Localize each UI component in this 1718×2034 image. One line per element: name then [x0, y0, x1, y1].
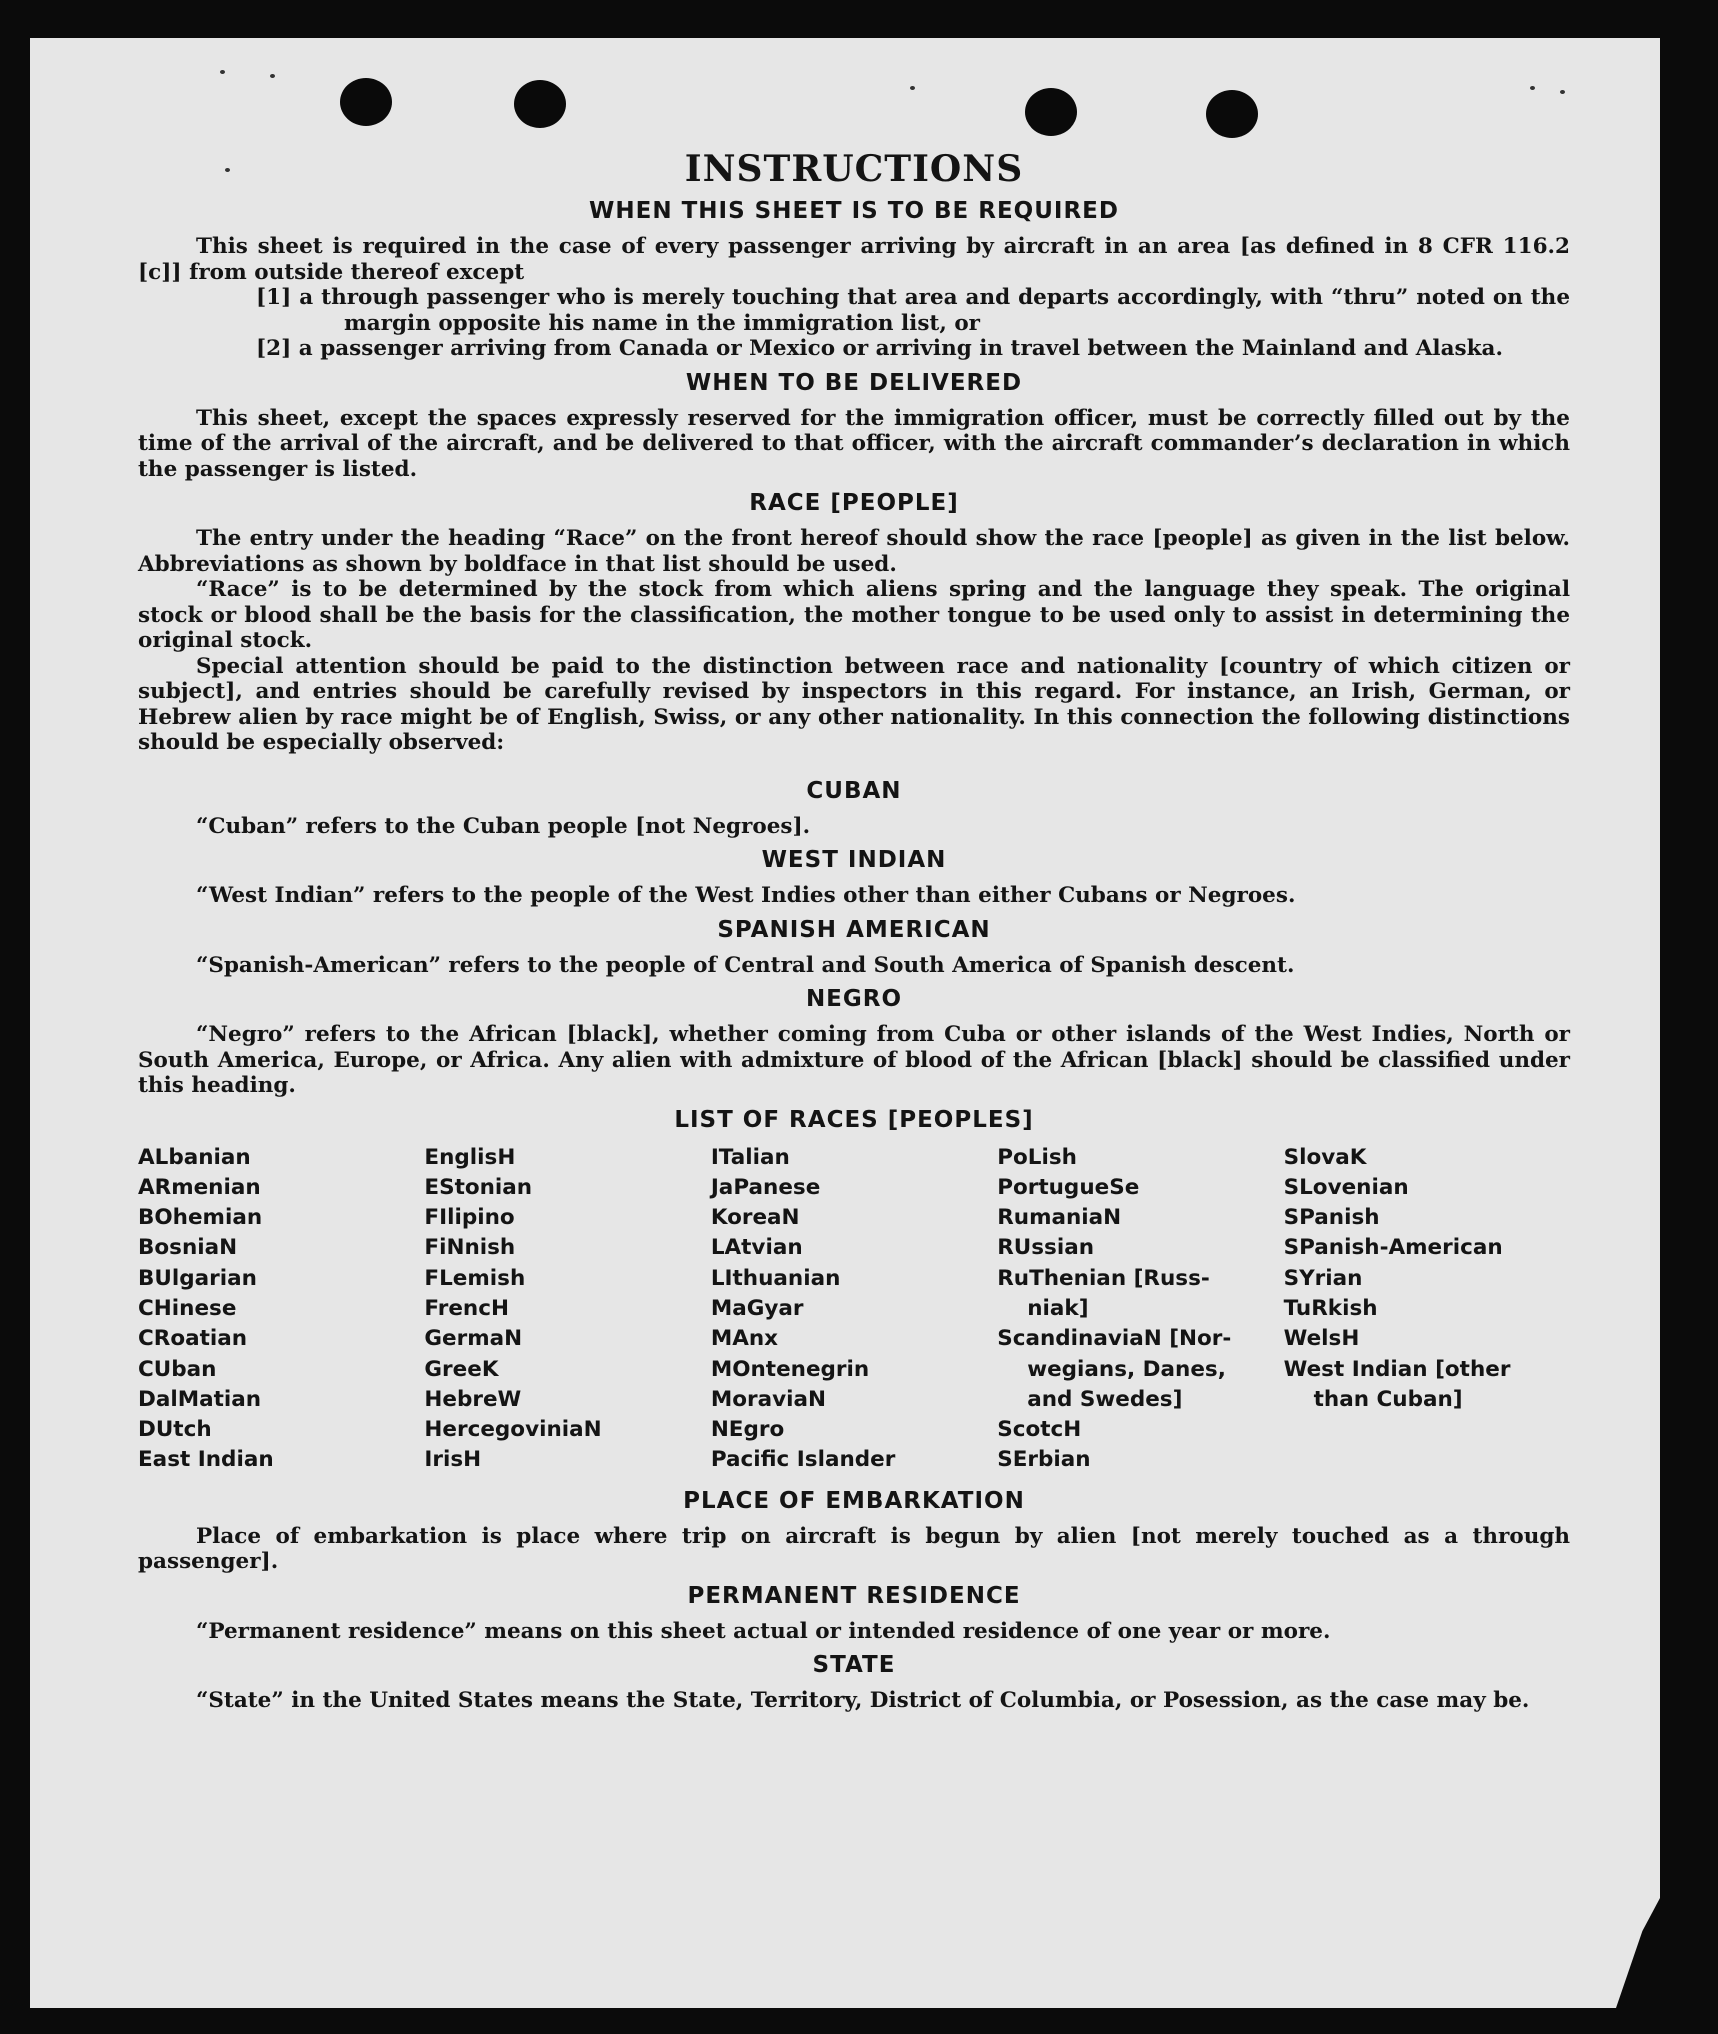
race-item: SErbian — [997, 1447, 1091, 1473]
race-item-continuation: niak] — [1027, 1295, 1089, 1321]
race-item: RUssian — [997, 1235, 1095, 1261]
paragraph-residence: “Permanent residence” means on this sheet actual or intended residence of one year or more. — [196, 1618, 1331, 1644]
race-item: East Indian — [138, 1447, 274, 1473]
races-list — [138, 1143, 1570, 1476]
race-item: SlovaK — [1283, 1144, 1367, 1170]
paragraph-race-1: The entry under the heading “Race” on the front hereof should show the race [people] as given in the list below. Abbreviations as shown by boldface in that list should be used. — [138, 526, 1570, 577]
race-item: IrisH — [424, 1447, 482, 1473]
heading-race: RACE [PEOPLE] — [749, 490, 959, 516]
paper-speck — [1560, 90, 1565, 94]
race-item: SLovenian — [1283, 1174, 1409, 1200]
race-item-continuation: wegians, Danes, — [1027, 1356, 1226, 1382]
race-item: KoreaN — [710, 1205, 800, 1231]
paragraph-state: “State” in the United States means the State, Territory, District of Columbia, or Posession, as the case may be. — [196, 1688, 1530, 1714]
heading-spanish-american: SPANISH AMERICAN — [717, 916, 991, 943]
race-item: CHinese — [138, 1295, 237, 1321]
race-item-continuation: than Cuban] — [1313, 1386, 1463, 1412]
race-item: CRoatian — [138, 1326, 248, 1352]
race-item: ScandinaviaN [Nor- — [997, 1326, 1232, 1352]
race-item: MOntenegrin — [710, 1356, 870, 1382]
race-item: FLemish — [424, 1265, 526, 1291]
race-item: HebreW — [424, 1386, 522, 1412]
race-item: FiNnish — [424, 1235, 516, 1261]
paragraph-when-required: This sheet is required in the case of every passenger arriving by aircraft in an area [as defined in 8 CFR 116.2 [c]] from outside thereof except — [138, 234, 1570, 285]
race-item: FIlipino — [424, 1205, 515, 1231]
race-item: DUtch — [138, 1417, 212, 1443]
race-item: Pacific Islander — [710, 1447, 896, 1473]
race-item: SPanish-American — [1283, 1235, 1503, 1261]
punch-hole — [1206, 90, 1258, 138]
race-item: RuThenian [Russ- — [997, 1265, 1210, 1291]
race-item: ARmenian — [138, 1174, 261, 1200]
paper-speck — [220, 70, 225, 74]
race-item: FrencH — [424, 1295, 509, 1321]
race-item: BosniaN — [138, 1235, 238, 1261]
punch-hole — [514, 80, 566, 128]
paragraph-negro: “Negro” refers to the African [black], whether coming from Cuba or other islands of the West Indies, North or South America, Europe, or Africa. Any alien with admixture of blood of the African [black] should be classified under this heading. — [138, 1022, 1570, 1098]
folded-corner — [1616, 1898, 1660, 2008]
race-item: SYrian — [1283, 1265, 1363, 1291]
paper-speck — [910, 86, 915, 90]
paragraph-embarkation: Place of embarkation is place where trip on aircraft is begun by alien [not merely touched as a through passenger]. — [138, 1523, 1570, 1575]
race-item: BOhemian — [138, 1205, 263, 1231]
race-item: ITalian — [710, 1144, 790, 1170]
race-item: SPanish — [1283, 1205, 1380, 1231]
race-item: GreeK — [424, 1356, 499, 1382]
heading-when-delivered: WHEN TO BE DELIVERED — [685, 369, 1023, 396]
paragraph-race-2: “Race” is to be determined by the stock from which aliens spring and the language they speak. The original stock or blood shall be the basis for the classification, the mother tongue to be used only to assist in determining the original stock. — [138, 577, 1570, 653]
race-item: GermaN — [424, 1326, 523, 1352]
heading-cuban: CUBAN — [806, 777, 902, 804]
races-column-4 — [997, 1143, 1283, 1476]
heading-negro: NEGRO — [805, 986, 903, 1012]
exception-2: [2] a passenger arriving from Canada or Mexico or arriving in travel between the Mainland and Alaska. — [256, 336, 1503, 361]
heading-when-required: WHEN THIS SHEET IS TO BE REQUIRED — [589, 198, 1119, 224]
race-item: CUban — [138, 1356, 217, 1382]
race-item: TuRkish — [1283, 1295, 1378, 1321]
punch-hole — [1025, 88, 1077, 136]
paper-speck — [270, 74, 275, 78]
race-item: ALbanian — [138, 1144, 251, 1170]
race-item: PoLish — [997, 1144, 1077, 1170]
paragraph-race-3: Special attention should be paid to the distinction between race and nationality [country of which citizen or subject], and entries should be carefully revised by inspectors in this regard. For instance, an Irish, German, or Hebrew alien by race might be of English, Swiss, or any other nationality. In this connection the following distinctions should be especially observed: — [138, 653, 1570, 755]
races-column-2 — [424, 1143, 710, 1476]
race-item: NEgro — [710, 1417, 785, 1443]
race-item: MoraviaN — [710, 1386, 826, 1412]
race-item: MAnx — [710, 1326, 779, 1352]
races-column-3 — [711, 1143, 997, 1476]
paragraph-when-delivered: This sheet, except the spaces expressly reserved for the immigration officer, must be correctly filled out by the time of the arrival of the aircraft, and be delivered to that officer, with the aircraft commander’s declaration in which the passenger is listed. — [138, 405, 1570, 482]
heading-embarkation: PLACE OF EMBARKATION — [683, 1487, 1025, 1514]
race-item: ScotcH — [997, 1417, 1082, 1443]
document-title: INSTRUCTIONS — [684, 148, 1024, 190]
races-column-1 — [138, 1143, 424, 1476]
race-item: LAtvian — [710, 1235, 803, 1261]
punch-hole — [340, 78, 392, 126]
heading-list-of-races: LIST OF RACES [PEOPLES] — [674, 1106, 1034, 1133]
paragraph-west-indian: “West Indian” refers to the people of the West Indies other than either Cubans or Negroes. — [196, 883, 1296, 908]
race-item: LIthuanian — [710, 1265, 841, 1291]
race-item: West Indian [other — [1283, 1356, 1511, 1382]
exception-1: [1] a through passenger who is merely touching that area and departs accordingly, with “thru” noted on the margin opposite his name in the immigration list, or — [256, 285, 1570, 336]
paragraph-cuban: “Cuban” refers to the Cuban people [not Negroes]. — [196, 813, 811, 839]
heading-west-indian: WEST INDIAN — [761, 847, 947, 873]
races-column-5 — [1284, 1143, 1570, 1476]
race-item: DalMatian — [138, 1386, 262, 1412]
race-item: EStonian — [424, 1174, 533, 1200]
heading-state: STATE — [812, 1652, 896, 1679]
race-item: PortugueSe — [997, 1174, 1140, 1200]
race-item: RumaniaN — [997, 1205, 1122, 1231]
race-item: EnglisH — [424, 1144, 516, 1170]
heading-residence: PERMANENT RESIDENCE — [687, 1582, 1021, 1609]
race-item: HercegoviniaN — [424, 1417, 602, 1443]
race-item: JaPanese — [710, 1174, 821, 1200]
race-item: MaGyar — [710, 1295, 804, 1321]
race-item-continuation: and Swedes] — [1027, 1386, 1183, 1412]
document-page — [30, 38, 1660, 2008]
paragraph-spanish-american: “Spanish-American” refers to the people of Central and South America of Spanish descent. — [196, 952, 1295, 978]
paper-speck — [1530, 86, 1535, 90]
instructions-body — [138, 148, 1570, 1714]
race-item: BUlgarian — [138, 1265, 257, 1291]
race-item: WelsH — [1283, 1326, 1360, 1352]
